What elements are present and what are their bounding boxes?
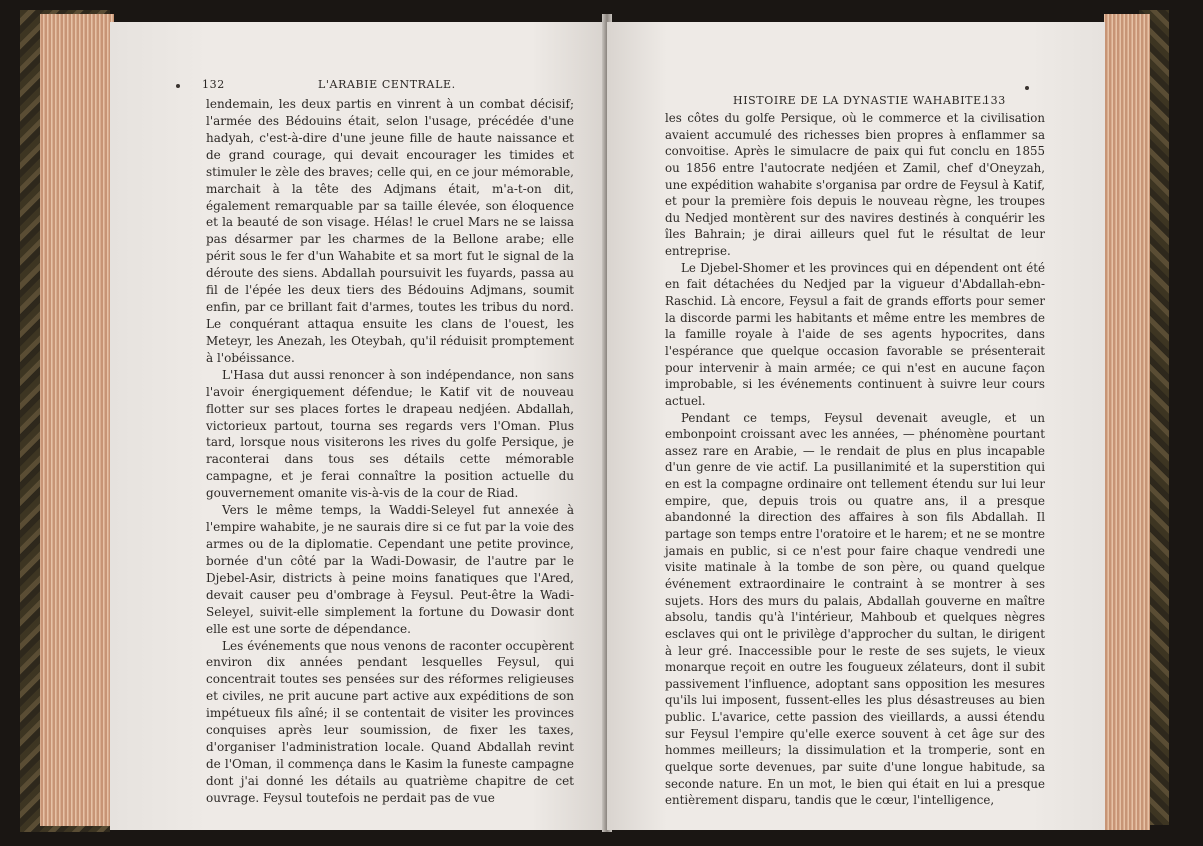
right-paragraph-2: Le Djebel-Shomer et les provinces qui en dépendent ont été en fait détachées du Nedjed par la vigueur d'Abdallah-ebn-Raschid. Là encore, Feysul a fait de grands efforts pour semer la discorde parmi les habitants et même entre les membres de la famille royale à l'aide de ses agents hypocrites, dans l'espérance que quelque occasion favorable se présenterait pour intervenir à main armée; ce qui n'est en aucune façon improbable, si les événements continuent à suivre leur cours actuel. xyxy=(665,260,1045,408)
right-body-text xyxy=(665,110,1045,809)
page-mark-dot xyxy=(176,84,180,88)
left-paragraph-3: Vers le même temps, la Waddi-Seleyel fut annexée à l'empire wahabite, je ne saurais dire si ce fut par la voie des armes ou de la diplomatie. Cependant une petite province, bornée d'un côté par la Wadi-Dowasir, de l'autre par le Djebel-Asir, districts à peine moins fanatiques que l'Ared, devait causer peu d'ombrage à Feysul. Peut-être la Wadi-Seleyel, suivit-elle simplement la fortune du Dowasir dont elle est une sorte de dépendance. xyxy=(206,503,574,636)
left-paragraph-4: Les événements que nous venons de raconter occupèrent environ dix années pendant lesquelles Feysul, qui concentrait toutes ses pensées sur des réformes religieuses et civiles, ne prit aucune part active aux expéditions de son impétueux fils aîné; il se contentait de visiter les provinces conquises après leur soumission, de fixer les taxes, d'organiser l'administration locale. Quand Abdallah revint de l'Oman, il commença dans le Kasim la funeste campagne dont j'ai donné les détails au quatrième chapitre de cet ouvrage. Feysul toutefois ne perdait pas de vue xyxy=(206,638,574,805)
left-running-title: L'ARABIE CENTRALE. xyxy=(318,78,456,91)
right-page-edges xyxy=(1104,14,1150,830)
right-paragraph-3: Pendant ce temps, Feysul devenait aveugle, et un embonpoint croissant avec les années, — phénomène pourtant assez rare en Arabie, — le rendait de plus en plus incapable d'un genre de vie actif. La pusillanimité et la superstition qui en est la compagne ordinaire ont tellement étendu sur lui leur empire, que, depuis trois ou quatre ans, il a presque abandonné la direction des affaires à son fils Abdallah. Il partage son temps entre l'oratoire et le harem; et ne se montre jamais en public, si ce n'est pour faire chaque vendredi une visite matinale à la tombe de son père, ou quand quelque événement extraordinaire le contraint à se montrer à ses sujets. Hors des murs du palais, Abdallah gouverne en maître absolu, tandis qu'à l'intérieur, Mahboub et quelques nègres esclaves qui ont le privilège d'approcher du sultan, le dirigent à leur gré. Inaccessible pour le reste de ses sujets, le vieux monarque reçoit en outre les fougueux zélateurs, dont il subit passivement l'influence, adoptant sans opposition les mesures qu'ils lui imposent, fussent-elles les plus désastreuses au bien public. L'avarice, cette passion des vieillards, a aussi étendu sur Feysul l'empire qu'elle exerce souvent à cet âge sur des hommes meilleurs; la dissimulation et la tromperie, sont en quelque sorte devenues, par suite d'une longue habitude, sa seconde nature. En un mot, le bien qui était en lui a presque entièrement disparu, tandis que le cœur, l'intelligence, xyxy=(665,410,1045,808)
left-page-number: 132 xyxy=(202,78,225,91)
right-running-title: HISTOIRE DE LA DYNASTIE WAHABITE. xyxy=(733,94,986,107)
left-paragraph-1: lendemain, les deux partis en vinrent à un combat décisif; l'armée des Bédouins était, selon l'usage, précédée d'une hadyah, c'est-à-dire d'une jeune fille de haute naissance et de grand courage, qui devait encourager les timides et stimuler le zèle des braves; celle qui, en ce jour mémorable, marchait à la tête des Adjmans était, m'a-t-on dit, également remarquable par sa taille élevée, son éloquence et la beauté de son visage. Hélas! le cruel Mars ne se laissa pas désarmer par les charmes de la Bellone arabe; elle périt sous le fer d'un Wahabite et sa mort fut le signal de la déroute des siens. Abdallah poursuivit les fuyards, passa au fil de l'épée les deux tiers des Bédouins Adjmans, soumit enfin, par ce brillant fait d'armes, toutes les tribus du nord. Le conquérant attaqua ensuite les clans de l'ouest, les Meteyr, les Anezah, les Oteybah, qu'il réduisit promptement à l'obéissance. xyxy=(206,97,574,365)
left-page xyxy=(110,22,606,830)
right-page xyxy=(607,22,1105,830)
right-paragraph-1: les côtes du golfe Persique, où le commerce et la civilisation avaient accumulé des richesses bien propres à enflammer sa convoitise. Après le simulacre de paix qui fut conclu en 1855 ou 1856 entre l'autocrate nedjéen et Zamil, chef d'Oneyzah, une expédition wahabite s'organisa par ordre de Feysul à Katif, et pour la première fois depuis le nouveau règne, les troupes du Nedjed montèrent sur des navires destinés à conquérir les îles Bahrain; je dirai ailleurs quel fut le résultat de leur entreprise. xyxy=(665,111,1045,259)
right-page-number: 133 xyxy=(983,94,1006,107)
left-page-edges xyxy=(40,14,114,826)
page-mark-dot xyxy=(1025,86,1029,90)
left-paragraph-2: L'Hasa dut aussi renoncer à son indépendance, non sans l'avoir énergiquement défendue; le Katif vit de nouveau flotter sur ses places fortes le drapeau nedjéen. Abdallah, victorieux partout, tourna ses regards vers l'Oman. Plus tard, lorsque nous visiterons les rives du golfe Persique, je raconterai dans tous ses détails cette mémorable campagne, et je ferai connaître la position actuelle du gouvernement omanite vis-à-vis de la cour de Riad. xyxy=(206,367,574,501)
left-body-text xyxy=(206,96,574,807)
